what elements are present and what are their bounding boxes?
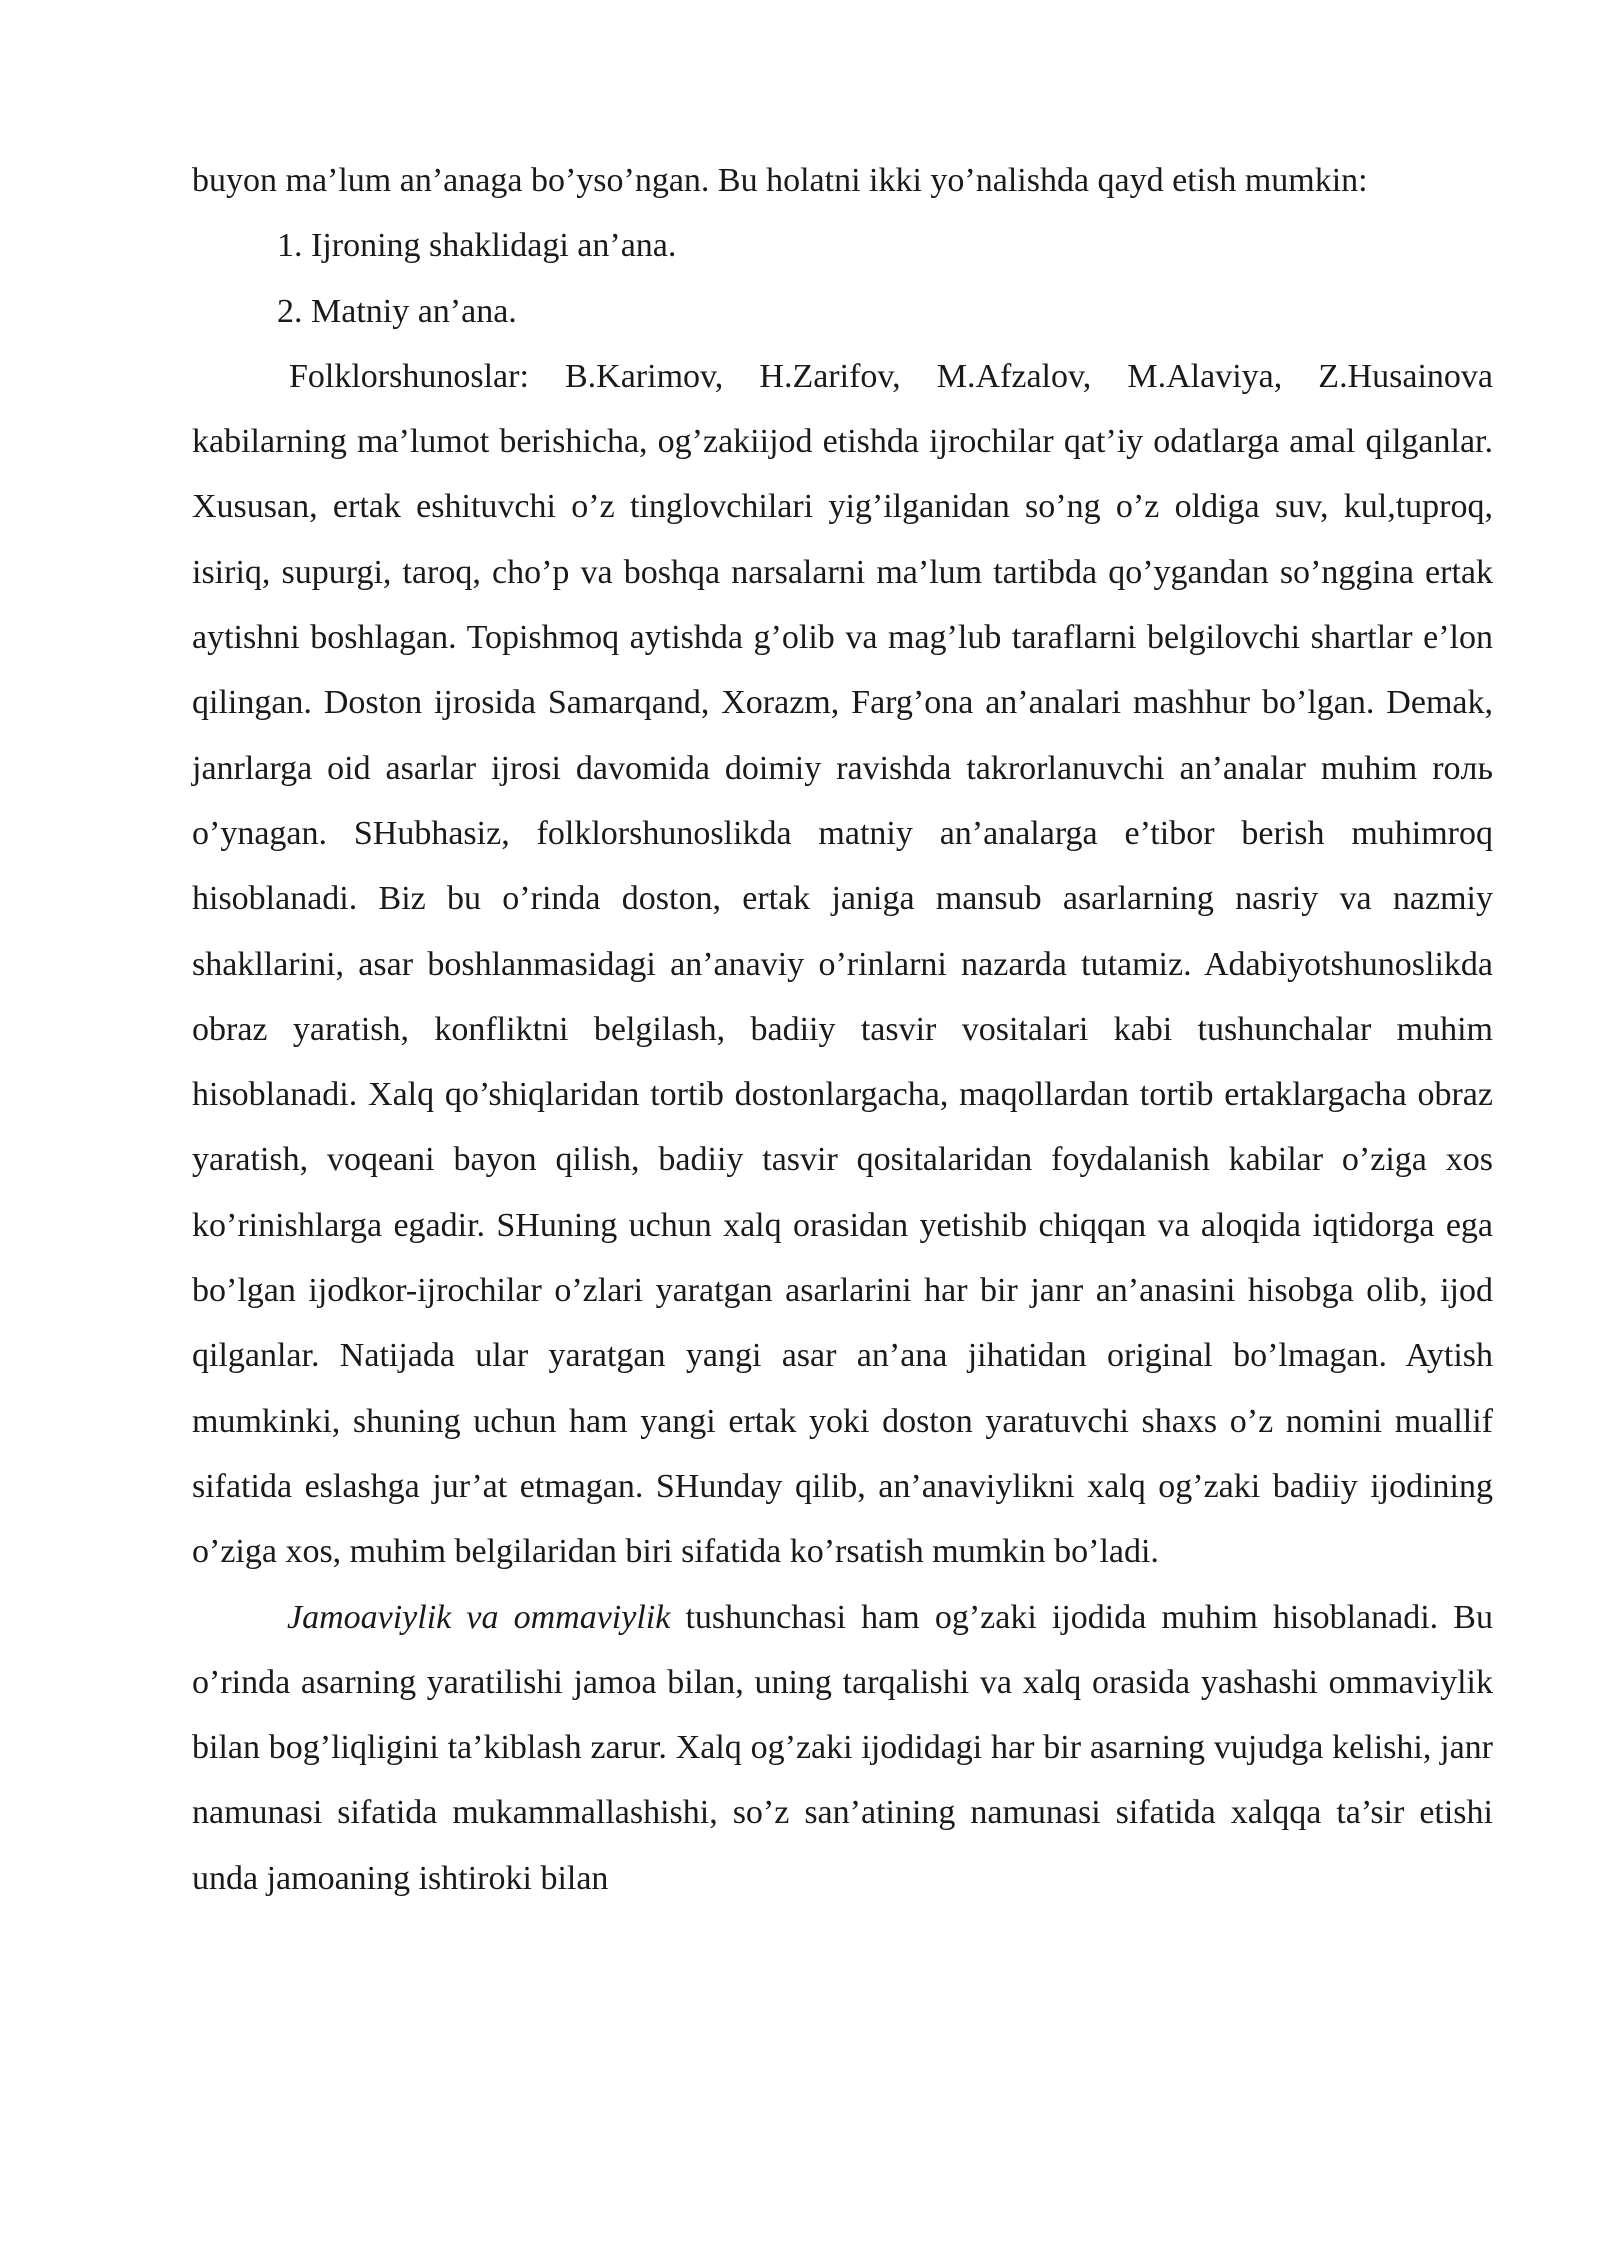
list-item-1: 1. Ijroning shaklidagi an’ana.: [277, 227, 677, 265]
paragraph-folklorshunoslar: Folklorshunoslar: B.Karimov, H.Zarifov, M.Afzalov, M.Alaviya, Z.Husainova kabilarning ma’lumot berishicha, og’zakiijod etishda ijrochilar qat’iy odatlarga amal qilganlar. Xususan, ertak eshituvchi o’z tinglovchilari yig’ilganidan so’ng o’z oldiga suv, kul,tuproq, isiriq, supurgi, taroq, cho’p va boshqa narsalarni ma’lum tartibda qo’ygandan so’nggina ertak aytishni boshlagan. Topishmoq aytishda g’olib va mag’lub taraflarni belgilovchi shartlar e’lon qilingan. Doston ijrosida Samarqand, Xorazm, Farg’ona an’analari mashhur bo’lgan. Demak, janrlarga oid asarlar ijrosi davomida doimiy ravishda takrorlanuvchi an’analar muhim roль o’ynagan. SHubhasiz, folklorshunoslikda matniy an’analarga e’tibor berish muhimroq hisoblanadi. Biz bu o’rinda doston, ertak janiga mansub asarlarning nasriy va nazmiy shakllarini, asar boshlanmasidagi an’anaviy o’rinlarni nazarda tutamiz. Adabiyotshunoslikda obraz yaratish, konfliktni belgilash, badiiy tasvir vositalari kabi tushunchalar muhim hisoblanadi. Xalq qo’shiqlaridan tortib dostonlargacha, maqollardan tortib ertaklargacha obraz yaratish, voqeani bayon qilish, badiiy tasvir qositalaridan foydalanish kabilar o’ziga xos ko’rinishlarga egadir. SHuning uchun xalq orasidan yetishib chiqqan va aloqida iqtidorga ega bo’lgan ijodkor-ijrochilar o’zlari yaratgan asarlarini har bir janr an’anasini hisobga olib, ijod qilganlar. Natijada ular yaratgan yangi asar an’ana jihatidan original bo’lmagan. Aytish mumkinki, shuning uchun ham yangi ertak yoki doston yaratuvchi shaxs o’z nomini muallif sifatida eslashga jur’at etmagan. SHunday qilib, an’anaviylikni xalq og’zaki badiiy ijodining o’ziga xos, muhim belgilaridan biri sifatida ko’rsatish mumkin bo’ladi.: [192, 357, 1493, 1571]
paragraph-jamoaviylik: [192, 1585, 1493, 1911]
paragraph-jamoaviylik-text: tushunchasi ham og’zaki ijodida muhim hisoblanadi. Bu o’rinda asarning yaratilishi jamoa bilan, uning tarqalishi va xalq orasida yashashi ommaviylik bilan bog’liqligini ta’kiblash zarur. Xalq og’zaki ijodidagi har bir asarning vujudga kelishi, janr namunasi sifatida mukammallashishi, so’z san’atining namunasi sifatida xalqqa ta’sir etishi unda jamoaning ishtiroki bilan: [192, 1598, 1493, 1897]
body-text: [192, 148, 1493, 1911]
paragraph-intro: buyon ma’lum an’anaga bo’yso’ngan. Bu holatni ikki yo’nalishda qayd etish mumkin:: [192, 162, 1368, 199]
italic-term: Jamoaviylik va ommaviylik: [287, 1598, 671, 1636]
list-item-2: 2. Matniy an’ana.: [277, 292, 517, 330]
